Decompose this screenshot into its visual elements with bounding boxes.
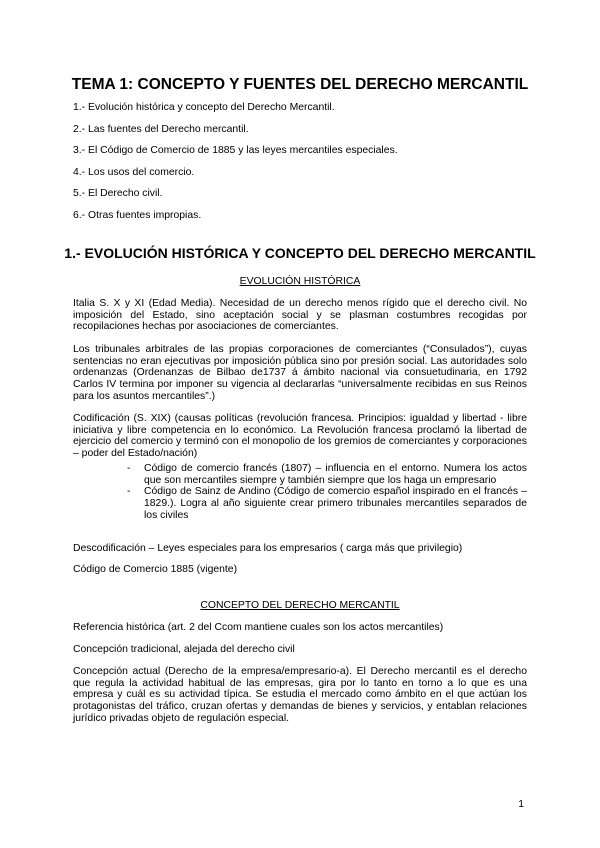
toc-item: 4.- Los usos del comercio. xyxy=(73,166,195,178)
document-title: TEMA 1: CONCEPTO Y FUENTES DEL DERECHO MERCANTIL xyxy=(71,76,529,93)
list-item-text: Código de Sainz de Andino (Código de comercio español inspirado en el francés – 1829.). Logra al año siguiente crear primero tribunales mercantiles separados de los civiles xyxy=(144,486,527,521)
toc-item: 2.- Las fuentes del Derecho mercantil. xyxy=(73,123,249,135)
page-number: 1 xyxy=(518,799,524,810)
toc-item: 6.- Otras fuentes impropias. xyxy=(73,209,202,221)
toc-item: 1.- Evolución histórica y concepto del Derecho Mercantil. xyxy=(73,102,335,113)
list-item xyxy=(73,463,527,486)
dash-marker: - xyxy=(127,463,131,474)
list-item-text: Código de comercio francés (1807) – influencia en el entorno. Numera los actos que son mercantiles siempre y también siempre que los haga un empresario xyxy=(144,463,527,486)
paragraph: Los tribunales arbitrales de las propias corporaciones de comerciantes (“Consulados”), cuyas sentencias no eran ejecutivas por imposición pública sino por presión social. Las autoridades solo ordenanzas (Ordenanzas de Bilbao de1737 á ámbito nacional via consuetudinaria, en 1792 Carlos IV termina por imponer su vigencia al declararlas “universalmente recibidas en sus Reinos para los asuntos mercantiles”.) xyxy=(73,344,527,402)
bullet-list xyxy=(73,463,527,522)
paragraph: Concepción tradicional, alejada del derecho civil xyxy=(73,644,295,655)
paragraph: Descodificación – Leyes especiales para los empresarios ( carga más que privilegio) xyxy=(73,543,463,554)
subheading-evolucion: EVOLUCIÓN HISTÓRICA xyxy=(239,276,361,287)
paragraph: Referencia histórica (art. 2 del Ccom mantiene cuales son los actos mercantiles) xyxy=(73,622,444,633)
subheading-concepto: CONCEPTO DEL DERECHO MERCANTIL xyxy=(200,600,400,611)
paragraph: Código de Comercio 1885 (vigente) xyxy=(73,564,238,575)
list-item xyxy=(73,486,527,521)
toc-item: 5.- El Derecho civil. xyxy=(73,188,163,199)
table-of-contents xyxy=(73,102,398,231)
toc-item: 3.- El Código de Comercio de 1885 y las leyes mercantiles especiales. xyxy=(73,145,398,156)
section-heading: 1.- EVOLUCIÓN HISTÓRICA Y CONCEPTO DEL DERECHO MERCANTIL xyxy=(64,245,536,261)
paragraph: Codificación (S. XIX) (causas políticas (revolución francesa. Principios: igualdad y libertad - libre iniciativa y libre competencia en lo económico. La Revolución francesa proclamó la libertad de ejercicio del comercio y terminó con el monopolio de los gremios de comerciantes y corporaciones – poder del Estado/nación) xyxy=(73,413,527,460)
paragraph: Concepción actual (Derecho de la empresa/empresario-a). El Derecho mercantil es el derecho que regula la actividad habitual de las empresas, gira por lo tanto en torno a lo que es una empresa y cuál es su actividad típica. Se estudia el mercado como ámbito en el que actúan los protagonistas del tráfico, cruzan ofertas y demandas de bienes y servicios, y entablan relaciones jurídico privadas objeto de regulación especial. xyxy=(73,666,527,724)
dash-marker: - xyxy=(127,486,131,498)
paragraph: Italia S. X y XI (Edad Media). Necesidad de un derecho menos rígido que el derecho civil. No imposición del Estado, sino aceptación social y se plasman costumbres recogidas por recopilaciones hechas por asociaciones de comerciantes. xyxy=(73,298,527,333)
